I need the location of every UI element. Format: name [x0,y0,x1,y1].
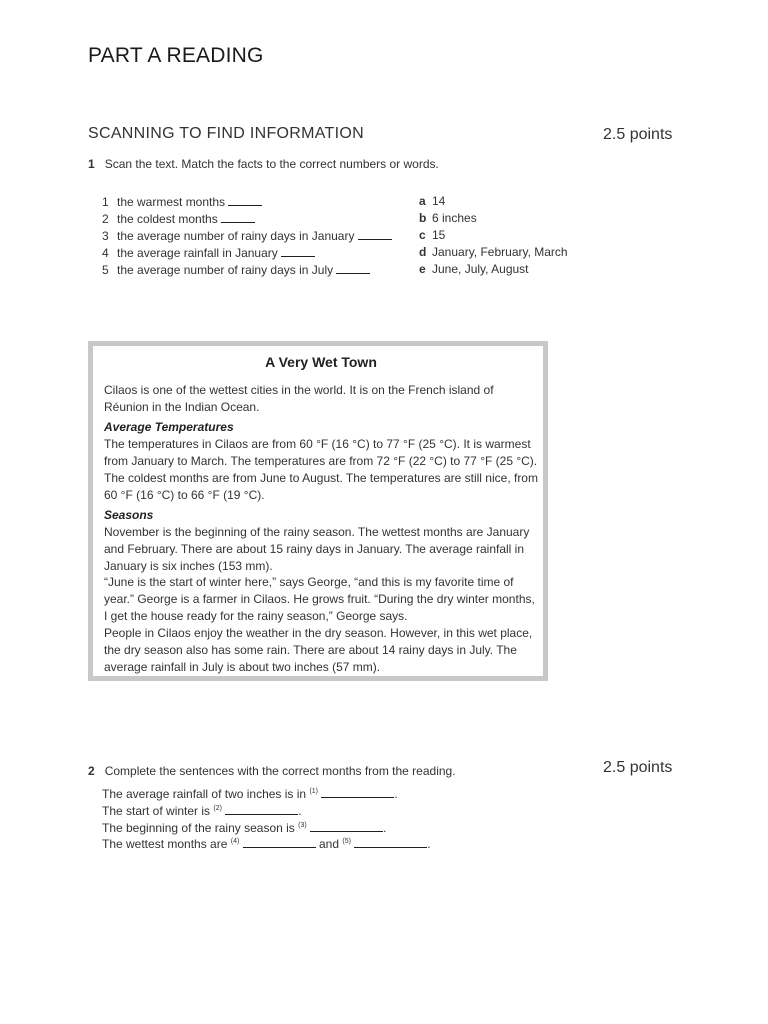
match-option: a 14 [419,194,446,208]
question-number: 2 [88,764,95,778]
match-option: b 6 inches [419,211,477,225]
blank-number: (1) [309,788,319,795]
answer-blank[interactable] [336,262,370,274]
reading-paragraph: November is the beginning of the rainy season. The wettest months are January and February. There are about 15 rainy days in January. The average rainfall in January is six inches (153 mm). [104,525,530,573]
answer-blank[interactable] [221,211,255,223]
blank-number: (4) [230,838,240,845]
answer-blank[interactable] [358,228,392,240]
reading-subheading-seasons: Seasons [104,508,154,522]
reading-title: A Very Wet Town [265,354,377,370]
blank-number: (3) [298,822,307,829]
answer-blank[interactable] [281,245,315,257]
section1-points: 2.5 points [603,126,673,143]
match-option: e June, July, August [419,262,529,276]
reading-paragraph: People in Cilaos enjoy the weather in the dry season. However, in this wet place, the dry season also has some rain. There are about 14 rainy days in July. The average rainfall in July is about two inches (57 mm). [104,626,533,674]
reading-paragraph: The temperatures in Cilaos are from 60 °F (16 °C) to 77 °F (25 °C). It is warmest from January to March. The temperatures are from 72 °F (22 °C) to 77 °F (25 °C). The coldest months are from June to August. The temperatures are still nice, from 60 °F (16 °C) to 66 °F (19 °C). [104,437,538,502]
section2-points: 2.5 points [603,759,673,776]
sentence-3: The beginning of the rainy season is $^{(3)}$ . [102,821,387,835]
sentence-1: The average rainfall of two inches is in $^{(1)}$ . [102,787,398,801]
match-item-text: the average number of rainy days in July [117,263,334,277]
reading-paragraph: “June is the start of winter here,” says George, “and this is my favorite time of year.” George is a farmer in Cilaos. He grows fruit. “During the dry winter months, I get the house ready for the rainy season,” George says. [104,575,535,623]
match-option: c 15 [419,228,446,242]
answer-blank[interactable] [228,194,262,206]
section-title: SCANNING TO FIND INFORMATION [88,125,364,142]
match-item-text: the warmest months [117,195,226,209]
part-title: PART A READING [88,44,264,67]
answer-blank[interactable] [310,820,383,832]
instruction-text: Complete the sentences with the correct months from the reading. [104,764,456,778]
match-item: 2 the coldest months [102,211,255,226]
question2-instruction [88,764,456,778]
question1-instruction [88,157,439,171]
sentence-2: The start of winter is $^{(2)}$ . [102,804,302,818]
instruction-text: Scan the text. Match the facts to the correct numbers or words. [104,157,439,171]
answer-blank[interactable] [225,803,298,815]
match-item-text: the coldest months [117,212,218,226]
answer-blank[interactable] [354,836,427,848]
answer-blank[interactable] [243,836,316,848]
blank-number: (2) [213,805,222,812]
question-number: 1 [88,157,95,171]
match-item-text: the average number of rainy days in January [117,229,355,243]
match-option: d January, February, March [419,245,568,259]
match-item: 5 the average number of rainy days in July [102,262,370,277]
answer-blank[interactable] [321,786,394,798]
match-item-text: the average rainfall in January [117,246,278,260]
reading-intro: Cilaos is one of the wettest cities in the world. It is on the French island of Réunion in the Indian Ocean. [104,383,494,414]
reading-subheading-temperatures: Average Temperatures [104,420,234,434]
sentence-4: The wettest months are $^{(4)}$ and $^{(5)}$ . [102,837,431,851]
match-item: 3 the average number of rainy days in January [102,228,392,243]
match-item: 1 the warmest months [102,194,262,209]
match-item: 4 the average rainfall in January [102,245,315,260]
blank-number: (5) [342,838,351,845]
